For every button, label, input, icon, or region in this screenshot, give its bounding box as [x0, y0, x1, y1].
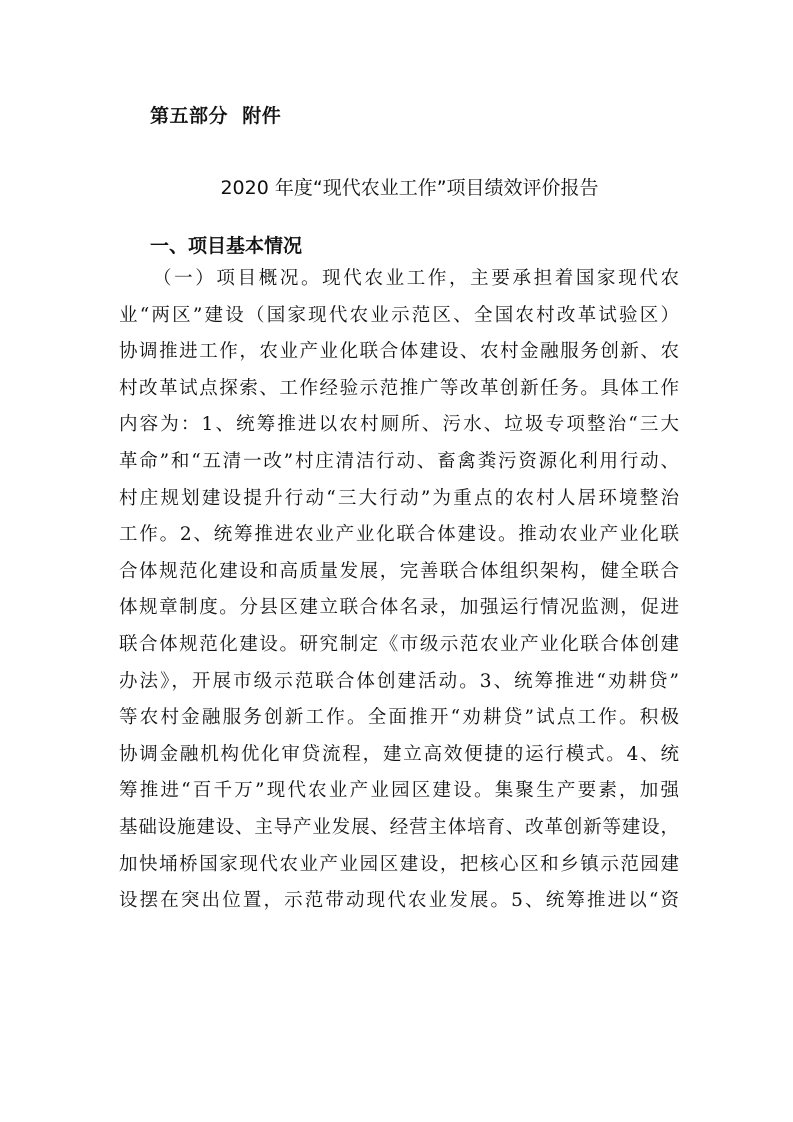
- paragraph-line: 等农村金融服务创新工作。全面推开“劝耕贷”试点工作。积极: [119, 707, 679, 729]
- body-paragraph: [119, 261, 679, 920]
- section-title: 一、项目基本情况: [150, 235, 303, 257]
- paragraph-line: 村改革试点探索、工作经验示范推广等改革创新任务。具体工作: [119, 377, 679, 399]
- part-title: 第五部分 附件: [150, 105, 282, 127]
- paragraph-line: 革命”和“五清一改”村庄清洁行动、畜禽粪污资源化利用行动、: [119, 450, 679, 472]
- paragraph-line: 基础设施建设、主导产业发展、经营主体培育、改革创新等建设，: [119, 816, 679, 838]
- report-title: 2020 年度“现代农业工作”项目绩效评价报告: [220, 177, 599, 199]
- paragraph-line: 内容为：1、统筹推进以农村厕所、污水、垃圾专项整治“三大: [119, 414, 679, 436]
- paragraph-line: 协调推进工作，农业产业化联合体建设、农村金融服务创新、农: [119, 341, 679, 363]
- paragraph-line: 联合体规范化建设。研究制定《市级示范农业产业化联合体创建: [119, 633, 679, 655]
- paragraph-line: 协调金融机构优化审贷流程，建立高效便捷的运行模式。4、统: [119, 743, 679, 765]
- paragraph-line: 体规章制度。分县区建立联合体名录，加强运行情况监测，促进: [119, 597, 679, 619]
- paragraph-line: 工作。2、统筹推进农业产业化联合体建设。推动农业产业化联: [119, 524, 679, 546]
- paragraph-line: （一）项目概况。现代农业工作，主要承担着国家现代农: [153, 268, 679, 289]
- paragraph-line: 筹推进“百千万”现代农业产业园区建设。集聚生产要素，加强: [119, 780, 679, 802]
- paragraph-line: 业“两区”建设（国家现代农业示范区、全国农村改革试验区）: [119, 304, 679, 326]
- paragraph-line: 村庄规划建设提升行动“三大行动”为重点的农村人居环境整治: [119, 487, 679, 509]
- paragraph-line: 合体规范化建设和高质量发展，完善联合体组织架构，健全联合: [119, 560, 679, 582]
- paragraph-line: 加快埇桥国家现代农业产业园区建设，把核心区和乡镇示范园建: [119, 853, 679, 875]
- paragraph-line: 设摆在突出位置，示范带动现代农业发展。5、统筹推进以“资: [119, 890, 679, 912]
- paragraph-line: 办法》，开展市级示范联合体创建活动。3、统筹推进“劝耕贷”: [119, 670, 679, 692]
